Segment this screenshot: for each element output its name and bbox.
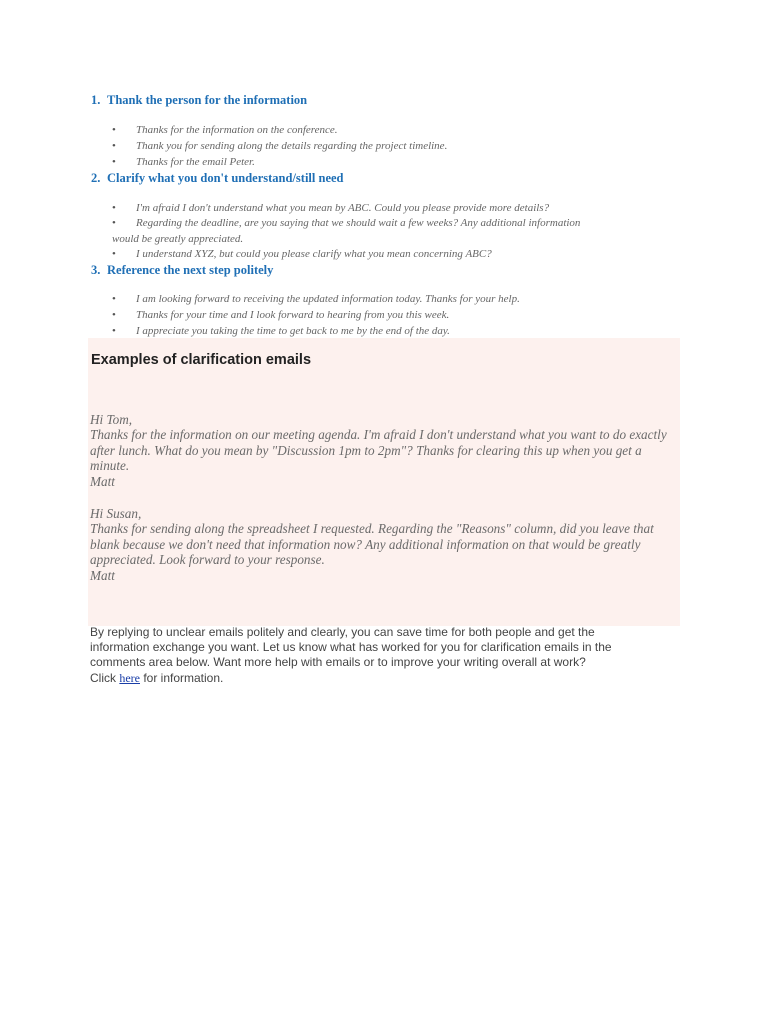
paragraph-line: information exchange you want. Let us know what has worked for you for clarification emails in the: [90, 640, 612, 655]
email-line: appreciated. Look forward to your response.: [90, 552, 325, 568]
list-item: • I appreciate you taking the time to get back to me by the end of the day.: [112, 324, 678, 340]
section-title: Reference the next step politely: [107, 263, 274, 277]
section-number: 3.: [91, 263, 101, 277]
list-item-continuation: would be greatly appreciated.: [112, 233, 244, 245]
section-1-heading: [91, 93, 307, 108]
email-line: after lunch. What do you mean by "Discussion 1pm to 2pm"? Thanks for clearing this up when you get a: [90, 442, 642, 458]
list-item: • Thank you for sending along the details regarding the project timeline.: [112, 139, 678, 155]
email-line: Hi Susan,: [90, 506, 142, 521]
examples-title: Examples of clarification emails: [91, 352, 312, 368]
paragraph-line: By replying to unclear emails politely and clearly, you can save time for both people and get the: [90, 625, 595, 639]
bullet-icon: •: [112, 140, 116, 152]
bullet-icon: •: [112, 156, 116, 168]
email-line: Hi Tom,: [90, 412, 133, 427]
section-number: 1.: [91, 93, 101, 107]
bullet-icon: •: [112, 309, 116, 321]
bullet-icon: •: [112, 202, 116, 214]
section-number: 2.: [91, 171, 101, 185]
email-line: minute.: [90, 458, 130, 474]
bullet-icon: •: [112, 325, 116, 337]
list-item: • Thanks for the email Peter.: [112, 155, 678, 171]
list-item: • Thanks for your time and I look forward to hearing from you this week.: [112, 308, 678, 324]
here-link[interactable]: here: [119, 670, 140, 685]
bullet-icon: •: [112, 293, 116, 305]
closing-paragraph: [90, 625, 680, 686]
section-2-heading: [91, 171, 344, 186]
list-item: • Thanks for the information on the conference.: [112, 123, 678, 139]
paragraph-line: comments area below. Want more help with emails or to improve your writing overall at work?: [90, 655, 586, 670]
section-title: Clarify what you don't understand/still need: [107, 171, 344, 185]
bullet-icon: •: [112, 217, 116, 229]
email-line: Thanks for the information on our meeting agenda. I'm afraid I don't understand what you want to do exactly: [90, 427, 667, 443]
email-line: Matt: [90, 473, 115, 489]
list-item: • I am looking forward to receiving the updated information today. Thanks for your help.: [112, 292, 678, 308]
email-example-1: [90, 412, 680, 489]
email-line: Matt: [90, 567, 115, 583]
list-item: • Regarding the deadline, are you saying that we should wait a few weeks? Any additional information: [112, 216, 678, 232]
bullet-icon: •: [112, 124, 116, 136]
list-item: • I understand XYZ, but could you please clarify what you mean concerning ABC?: [112, 247, 678, 263]
section-title: Thank the person for the information: [107, 93, 308, 107]
email-line: blank because we don't need that information now? Any additional information on that would be greatly: [90, 536, 641, 552]
list-item: • I'm afraid I don't understand what you mean by ABC. Could you please provide more details?: [112, 201, 678, 217]
email-line: Thanks for sending along the spreadsheet I requested. Regarding the "Reasons" column, did you leave that: [90, 521, 654, 537]
email-example-2: [90, 506, 680, 583]
section-3-heading: [91, 263, 273, 278]
click-line: Click here for information.: [90, 670, 224, 685]
bullet-icon: •: [112, 248, 116, 260]
